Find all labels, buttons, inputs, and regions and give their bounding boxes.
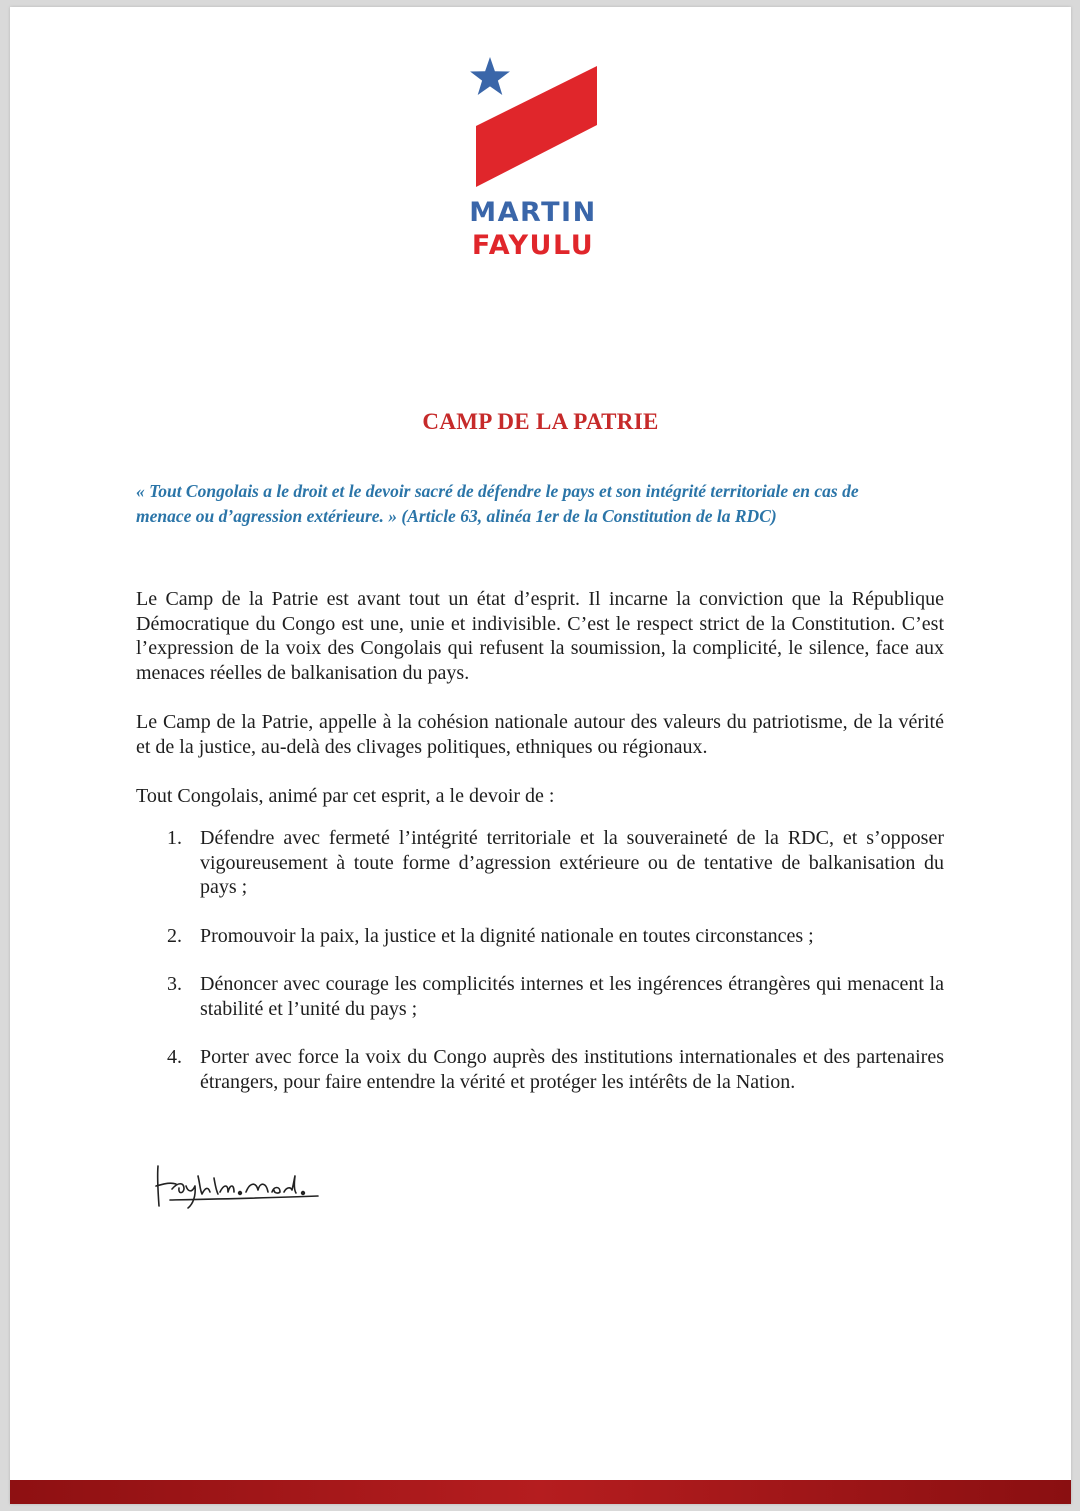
list-item	[136, 972, 944, 1021]
quote-line: « Tout Congolais a le droit et le devoir sacré de défendre le pays et son intégrité territoriale en cas de	[136, 481, 859, 501]
list-item-text: Dénoncer avec courage les complicités internes et les ingérences étrangères qui menacent la stabilité et l’unité du pays ;	[200, 973, 944, 1020]
list-item-text: Promouvoir la paix, la justice et la dignité nationale en toutes circonstances ;	[200, 924, 814, 947]
list-item	[136, 1045, 944, 1094]
constitution-quote	[136, 479, 944, 529]
paragraph-cohesion: Le Camp de la Patrie, appelle à la cohésion nationale autour des valeurs du patriotisme, de la vérité et de la justice, au-delà des clivages politiques, ethniques ou régionaux.	[136, 711, 944, 758]
list-item-number: 4.	[167, 1046, 182, 1068]
list-item-text: Défendre avec fermeté l’intégrité territoriale et la souveraineté de la RDC, et s’opposer vigoureusement à toute forme d’agression extérieure ou de tentative de balkanisation du pays ;	[200, 827, 944, 898]
list-item-text: Porter avec force la voix du Congo auprès des institutions internationales et des partenaires étrangers, pour faire entendre la vérité et protéger les intérêts de la Nation.	[200, 1046, 944, 1093]
letter-page	[10, 7, 1071, 1504]
list-item-number: 2.	[167, 924, 182, 947]
paragraph-intro: Le Camp de la Patrie est avant tout un état d’esprit. Il incarne la conviction que la République Démocratique du Congo est une, unie et indivisible. C’est le respect strict de la Constitution. C’est l’expression de la voix des Congolais qui refusent la soumission, la complicité, le silence, face aux menaces réelles de balkanisation du pays.	[136, 588, 944, 684]
handwritten-signature	[148, 1162, 338, 1212]
logo-last-name: FAYULU	[471, 230, 595, 261]
list-item	[136, 924, 944, 949]
star-icon	[470, 57, 510, 95]
list-item	[136, 826, 944, 900]
footer-bar	[10, 1480, 1071, 1504]
paragraph-duty-lead: Tout Congolais, animé par cet esprit, a le devoir de :	[136, 785, 555, 807]
list-item-number: 3.	[167, 973, 182, 995]
list-item-number: 1.	[167, 827, 182, 849]
martin-fayulu-logo	[458, 53, 608, 273]
logo-first-name: MARTIN	[469, 197, 597, 228]
document-title: CAMP DE LA PATRIE	[422, 409, 659, 434]
logo-emblem-icon	[458, 53, 608, 193]
duties-list	[136, 826, 944, 1118]
quote-line: menace ou d’agression extérieure. » (Article 63, alinéa 1er de la Constitution de la RDC)	[136, 506, 777, 526]
